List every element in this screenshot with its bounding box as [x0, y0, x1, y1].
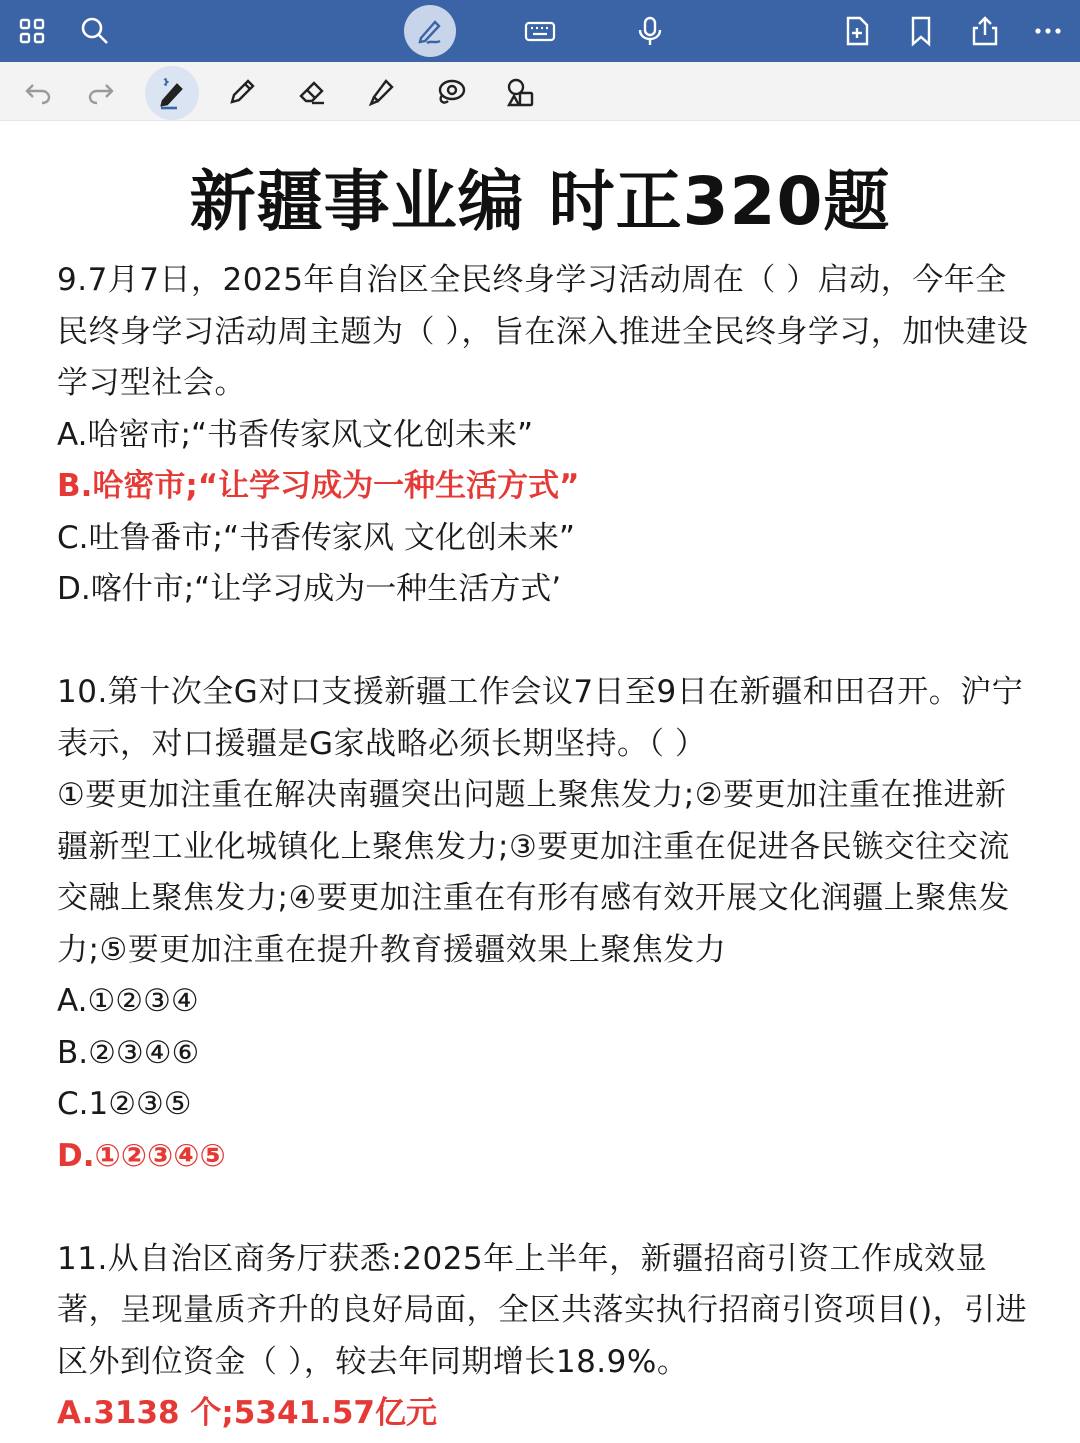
question-10-option-b: B.②③④⑥ — [57, 1034, 200, 1071]
question-9-option-c: C.吐鲁番市;“书香传家风 文化创未来” — [57, 519, 575, 556]
redo-icon[interactable] — [81, 72, 121, 112]
bluetooth-pen-icon[interactable] — [145, 66, 199, 120]
pen-mode-icon[interactable] — [404, 5, 456, 57]
highlighter-icon[interactable] — [361, 72, 401, 112]
question-11-stem: 11.从自治区商务厅获悉:2025年上半年，新疆招商引资工作成效显著，呈现量质齐升的良好局面，全区共落实执行招商引资项目()，引进区外到位资金（ ），较去年同期增长18.9%。 — [57, 1240, 1028, 1380]
search-icon[interactable] — [75, 11, 115, 51]
spacer — [57, 1182, 1032, 1234]
question-9-option-b-correct: B.哈密市;“让学习成为一种生活方式” — [57, 468, 580, 504]
question-10-statements: ①要更加注重在解决南疆突出问题上聚焦发力;②要更加注重在推进新疆新型工业化城镇化上聚焦发力;③要更加注重在促进各民镞交往交流交融上聚焦发力;④要更加注重在有形有感有效开展文化润疆上聚焦发力;⑤要更加注重在提升教育援疆效果上聚焦发力 — [57, 777, 1010, 968]
keyboard-icon[interactable] — [520, 11, 560, 51]
top-app-bar — [0, 0, 1080, 62]
add-page-icon[interactable] — [837, 11, 877, 51]
microphone-icon[interactable] — [630, 11, 670, 51]
question-10-stem: 10.第十次全G对口支援新疆工作会议7日至9日在新疆和田召开。沪宁表示，对口援疆是G家战略必须长期坚持。（ ） — [57, 674, 1024, 762]
more-icon[interactable] — [1028, 11, 1068, 51]
question-9-option-a: A.哈密市;“书香传家风文化创未来” — [57, 416, 534, 453]
share-icon[interactable] — [965, 11, 1005, 51]
question-9-option-d: D.喀什市;“让学习成为一种生活方式’ — [57, 571, 562, 607]
bookmark-icon[interactable] — [901, 11, 941, 51]
undo-icon[interactable] — [18, 72, 58, 112]
question-9-stem: 9.7月7日，2025年自治区全民终身学习活动周在（ ）启动，今年全民终身学习活动周主题为（ ），旨在深入推进全民终身学习，加快建设学习型社会。 — [57, 262, 1029, 401]
question-10-option-a: A.①②③④ — [57, 983, 199, 1019]
question-10-option-c: C.1②③⑤ — [57, 1086, 192, 1122]
spacer — [57, 616, 1032, 668]
drawing-toolbar — [0, 62, 1080, 121]
note-page — [0, 120, 1080, 1443]
question-list — [57, 255, 1032, 1440]
lasso-icon[interactable] — [431, 72, 471, 112]
question-10-option-d-correct: D.①②③④⑤ — [57, 1137, 226, 1174]
page-title: 新疆事业编 时正320题 — [189, 163, 891, 240]
shapes-icon[interactable] — [501, 72, 541, 112]
question-11-option-a-correct: A.3138 个;5341.57亿元 — [57, 1395, 438, 1431]
eraser-icon[interactable] — [292, 72, 332, 112]
pencil-icon[interactable] — [222, 72, 262, 112]
grid-icon[interactable] — [12, 11, 52, 51]
